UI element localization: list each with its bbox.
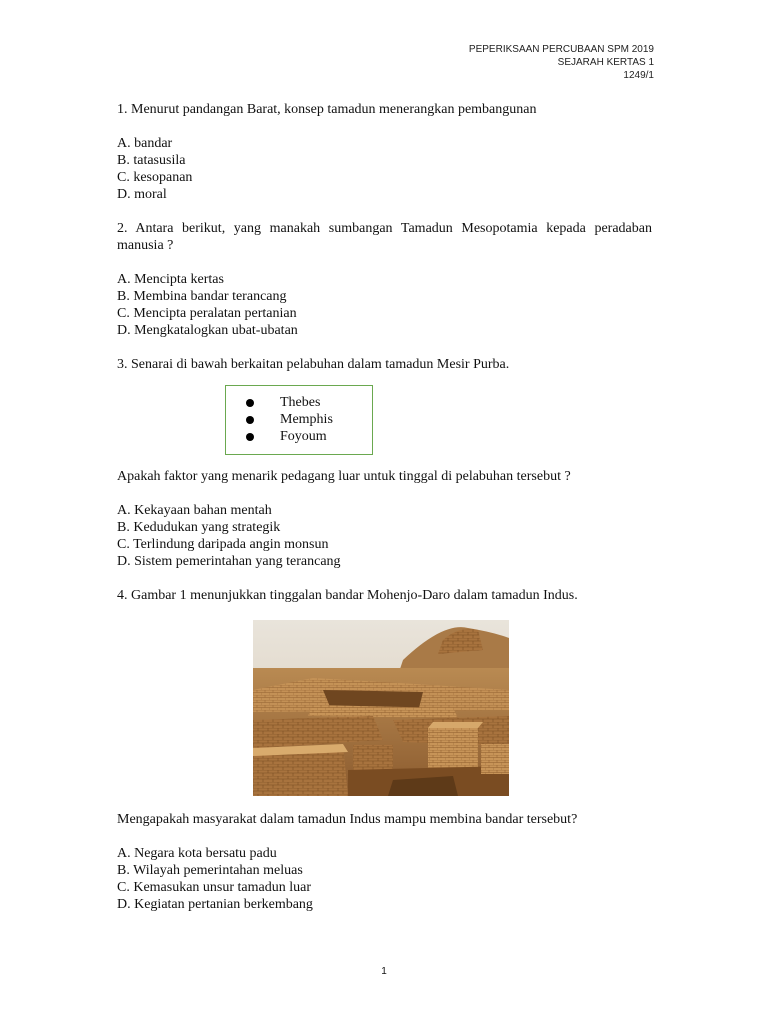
option-c: C. Terlindung daripada angin monsun: [117, 537, 329, 552]
question-2-text: 2. Antara berikut, yang manakah sumbangan Tamadun Mesopotamia kepada peradaban manusia ?: [117, 221, 652, 253]
option-b: B. Membina bandar terancang: [117, 289, 287, 304]
question-content: [117, 101, 652, 913]
question-3-options: [117, 502, 652, 570]
bullet-icon: [246, 416, 254, 424]
question-3: [117, 356, 652, 570]
option-d: D. Sistem pemerintahan yang terancang: [117, 554, 341, 569]
header-exam-title: PEPERIKSAAN PERCUBAAN SPM 2019: [468, 44, 654, 55]
option-a: A. Mencipta kertas: [117, 272, 224, 287]
option-b: B. Kedudukan yang strategik: [117, 520, 281, 535]
option-a: A. bandar: [117, 136, 173, 151]
question-3-text: 3. Senarai di bawah berkaitan pelabuhan dalam tamadun Mesir Purba.: [117, 357, 510, 372]
question-4-text: 4. Gambar 1 menunjukkan tinggalan bandar Mohenjo-Daro dalam tamadun Indus.: [117, 588, 578, 603]
question-2: [117, 220, 652, 339]
option-d: D. Mengkatalogkan ubat-ubatan: [117, 323, 298, 338]
question-1: [117, 101, 652, 203]
option-d: D. moral: [117, 187, 167, 202]
question-1-options: [117, 135, 652, 203]
header-paper-code: 1249/1: [623, 70, 654, 81]
option-a: A. Negara kota bersatu padu: [117, 846, 277, 861]
option-c: C. kesopanan: [117, 170, 193, 185]
mohenjo-daro-photo: [253, 620, 509, 796]
option-c: C. Mencipta peralatan pertanian: [117, 306, 297, 321]
question-4-options: [117, 845, 652, 913]
bullet-icon: [246, 433, 254, 441]
port-list-box: [225, 385, 373, 455]
question-4-stem: Mengapakah masyarakat dalam tamadun Indus mampu membina bandar tersebut?: [117, 812, 578, 827]
option-c: C. Kemasukan unsur tamadun luar: [117, 880, 312, 895]
question-2-options: [117, 271, 652, 339]
bullet-icon: [246, 399, 254, 407]
page-header: [469, 43, 654, 82]
list-item: Memphis: [226, 411, 372, 428]
list-item: Foyoum: [226, 428, 372, 445]
header-paper-title: SEJARAH KERTAS 1: [557, 57, 654, 68]
question-3-stem: Apakah faktor yang menarik pedagang luar untuk tinggal di pelabuhan tersebut ?: [117, 469, 571, 484]
option-d: D. Kegiatan pertanian berkembang: [117, 897, 313, 912]
page-number: 1: [381, 966, 387, 977]
question-1-text: 1. Menurut pandangan Barat, konsep tamadun menerangkan pembangunan: [117, 102, 537, 117]
list-item: Thebes: [226, 394, 372, 411]
question-4: [117, 587, 652, 913]
option-b: B. tatasusila: [117, 153, 186, 168]
option-a: A. Kekayaan bahan mentah: [117, 503, 272, 518]
option-b: B. Wilayah pemerintahan meluas: [117, 863, 303, 878]
